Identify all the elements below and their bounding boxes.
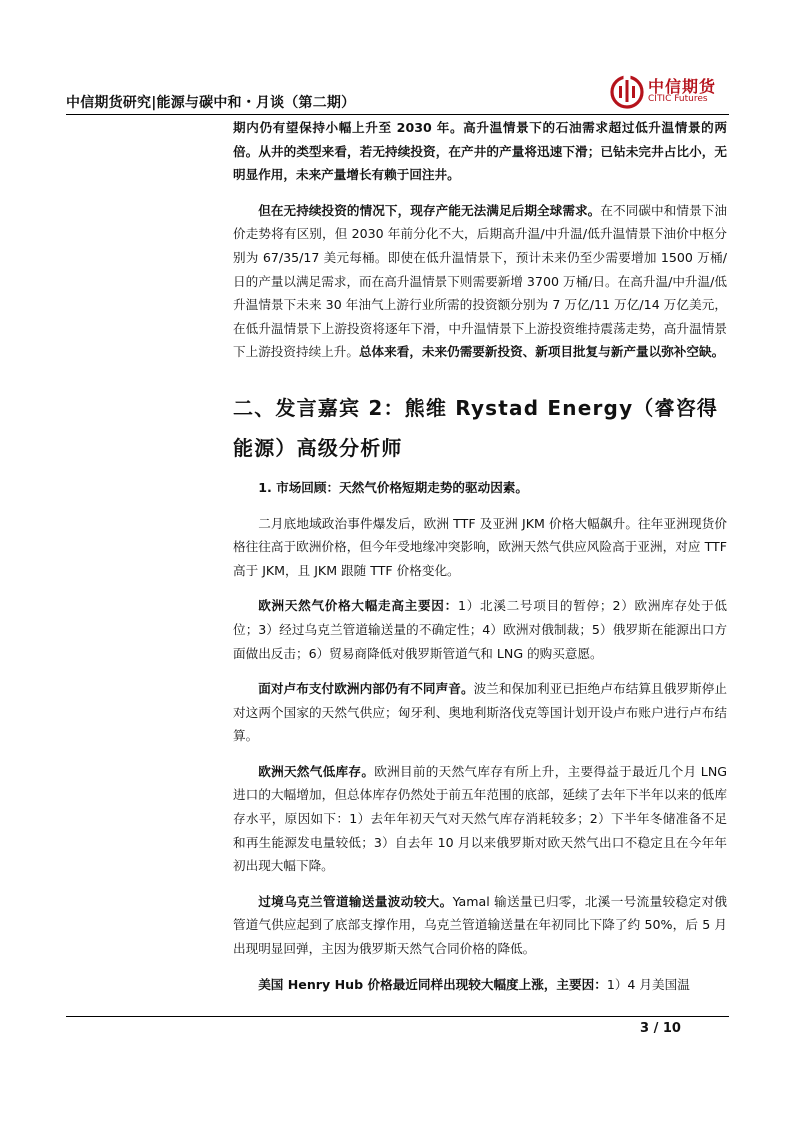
paragraph-eu-gas-price (233, 594, 727, 665)
paragraph-investment-text: 在不同碳中和情景下油价走势将有区别，但 2030 年前分化不大，后期高升温/中升温/低升温情景下油价中枢分别为 67/35/17 美元每桶。即使在低升温情景下，预计未来仍至少需要增加 1500 万桶/日的产量以满足需求，而在高升温情景下则需要新增 3700 万桶/日。在高升温/中升温/低升温情景下未来 30 年油气上游行业所需的投资额分别为 7 万亿/11 万亿/14 万亿美元，在低升温情景下上游投资将逐年下滑，中升温情景下上游投资维持震荡走势，高升温情景下上游投资持续上升。 (233, 202, 728, 360)
paragraph-ukraine-pipeline-text: Yamal 输送量已归零，北溪一号流量较稳定对俄管道气供应起到了底部支撑作用，乌克兰管道输送量在年初同比下降了约 50%，后 5 月出现明显回弹，主因为俄罗斯天然气合同价格的降低。 (233, 893, 727, 957)
paragraph-oil-demand-text: 期内仍有望保持小幅上升至 2030 年。高升温情景下的石油需求超过低升温情景的两倍。从井的类型来看，若无持续投资，在产井的产量将迅速下滑；已钻未完井占比小，无明显作用，未来产量增长有赖于回注井。 (233, 120, 727, 183)
paragraph-ruble-payment-text: 波兰和保加利亚已拒绝卢布结算且俄罗斯停止对这两个国家的天然气供应；匈牙利、奥地利斯洛伐克等国计划开设卢布账户进行卢布结算。 (233, 681, 728, 744)
paragraph-henry-hub-text: 1）4 月美国温 (606, 976, 690, 992)
paragraph-investment-lead: 但在无持续投资的情况下，现存产能无法满足后期全球需求。 (258, 202, 601, 218)
paragraph-eu-gas-price-lead: 欧洲天然气价格大幅走高主要因： (258, 598, 458, 614)
paragraph-investment (233, 199, 727, 364)
paragraph-eu-storage-lead: 欧洲天然气低库存。 (258, 763, 375, 779)
header-title: 中信期货研究|能源与碳中和・月谈（第二期） (66, 95, 356, 111)
logo-name: 中信期货 (648, 77, 717, 96)
header-divider (66, 114, 729, 115)
paragraph-investment-summary: 总体来看，未来仍需要新投资、新项目批复与新产量以弥补空缺。 (358, 344, 725, 360)
document-body (233, 116, 727, 996)
subheading-market-review (233, 476, 727, 500)
paragraph-ukraine-pipeline-lead: 过境乌克兰管道输送量波动较大。 (258, 893, 453, 909)
paragraph-eu-storage-text: 欧洲目前的天然气库存有所上升，主要得益于最近几个月 LNG 进口的大幅增加，但总体库存仍然处于前五年范围的底部，延续了去年下半年以来的低库存水平，原因如下：1）去年年初天气对天然气库存消耗较多；2）下半年冬储准备不足和再生能源发电量较低；3）自去年 10 月以来俄罗斯对欧天然气出口不稳定且在今年年初出现大幅下降。 (233, 763, 728, 874)
footer-divider (66, 1016, 729, 1017)
paragraph-ttf-jkm (233, 512, 727, 583)
citic-futures-logo (610, 72, 730, 112)
subheading-market-review-text: 1. 市场回顾：天然气价格短期走势的驱动因素。 (258, 479, 528, 495)
paragraph-ruble-payment-lead: 面对卢布支付欧洲内部仍有不同声音。 (258, 681, 474, 697)
paragraph-ruble-payment (233, 677, 727, 748)
page-number: 3 / 10 (640, 1021, 681, 1036)
paragraph-oil-demand (233, 116, 727, 187)
paragraph-eu-gas-price-text: 1）北溪二号项目的暂停；2）欧洲库存处于低位；3）经过乌克兰管道输送量的不确定性；4）欧洲对俄制裁；5）俄罗斯在能源出口方面做出反击；6）贸易商降低对俄罗斯管道气和 LNG 的购买意愿。 (233, 598, 728, 661)
paragraph-ttf-jkm-text: 二月底地域政治事件爆发后，欧洲 TTF 及亚洲 JKM 价格大幅飙升。往年亚洲现货价格往往高于欧洲价格，但今年受地缘冲突影响，欧洲天然气供应风险高于亚洲，对应 TTF 高于 JKM，且 JKM 跟随 TTF 价格变化。 (233, 515, 727, 578)
logo-english-name: CITIC Futures (648, 94, 708, 104)
paragraph-henry-hub (233, 973, 727, 997)
section-title: 二、发言嘉宾 2：熊维 Rystad Energy（睿咨得能源）高级分析师 (233, 395, 719, 460)
paragraph-henry-hub-lead: 美国 Henry Hub 价格最近同样出现较大幅度上涨，主要因： (258, 976, 607, 992)
citic-emblem-icon (610, 74, 644, 110)
paragraph-eu-storage (233, 760, 727, 878)
paragraph-ukraine-pipeline (233, 890, 727, 961)
